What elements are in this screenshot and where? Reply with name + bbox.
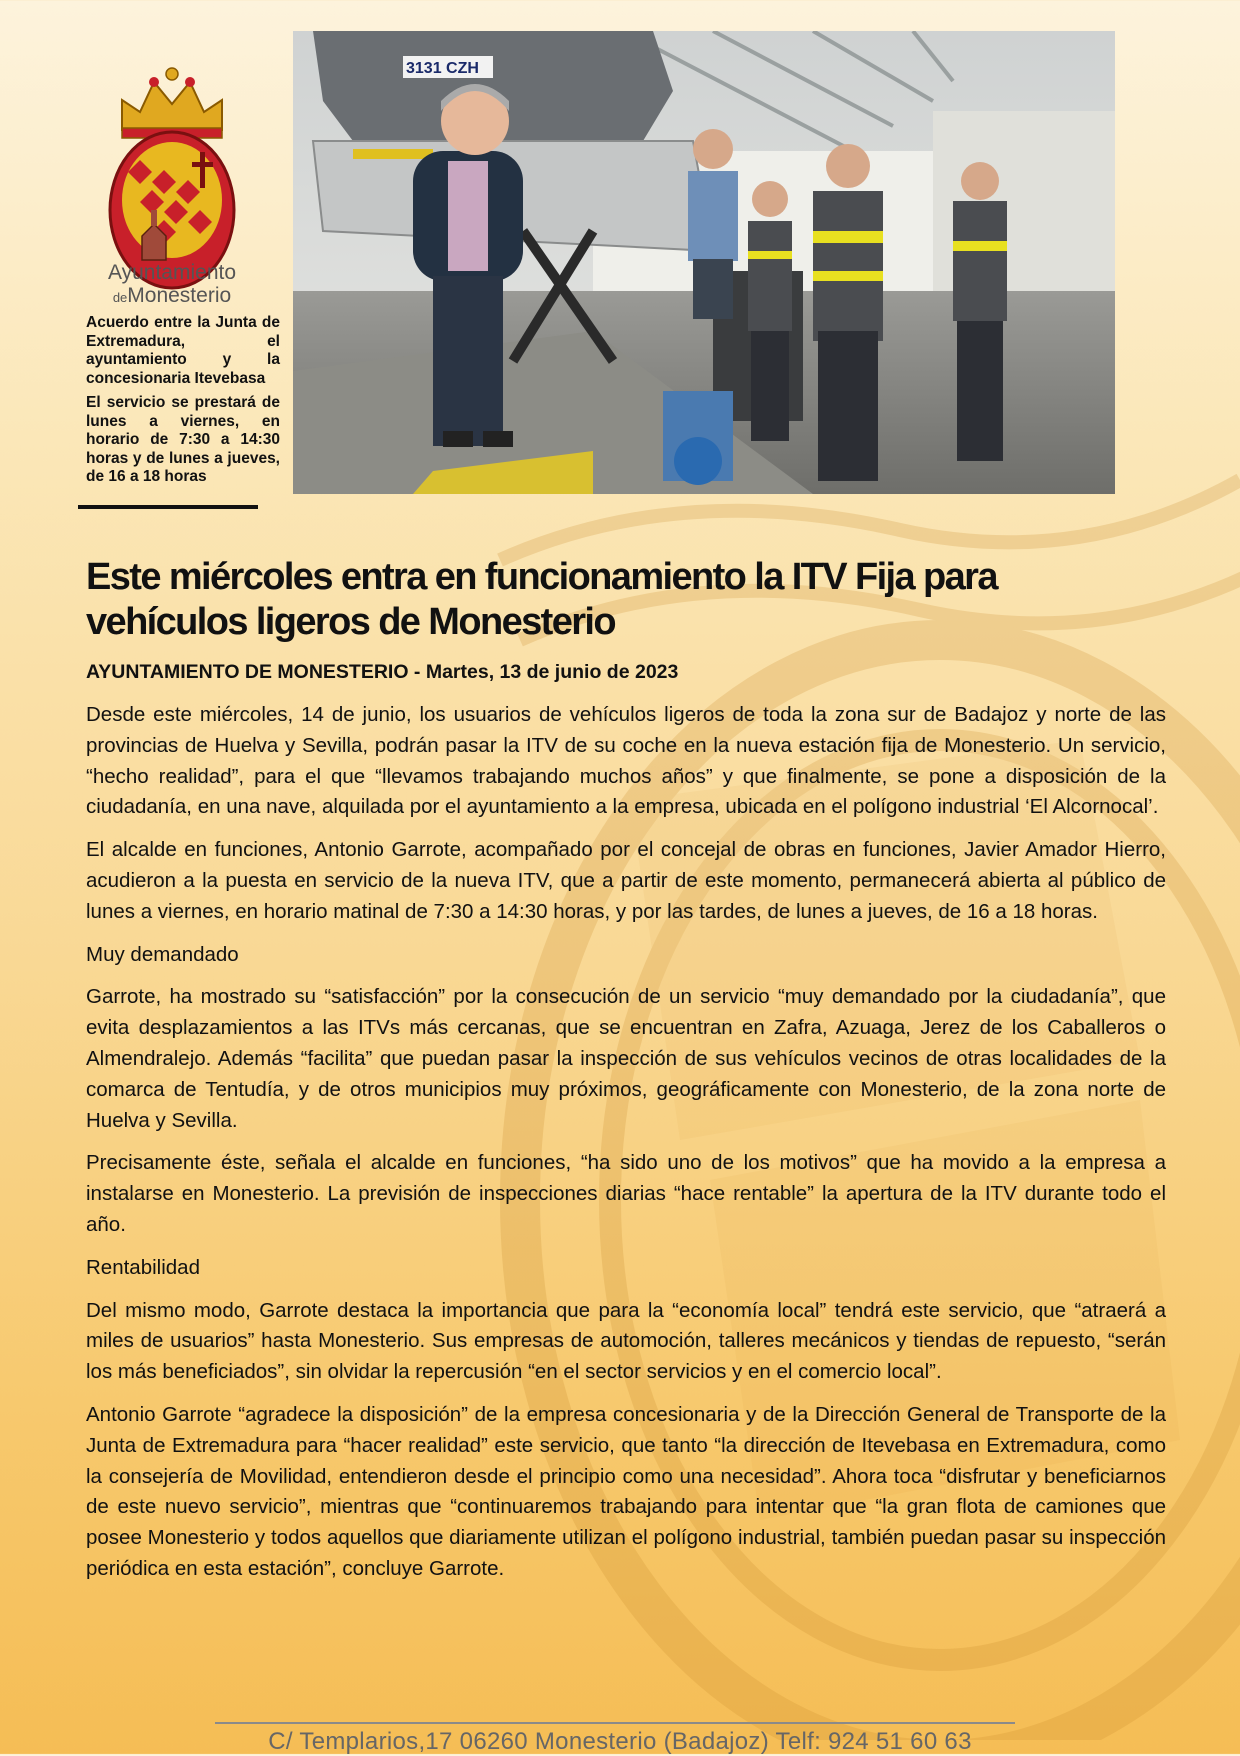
body-paragraph: Garrote, ha mostrado su “satisfacción” por la consecución de un servicio “muy demandado por la ciudadanía”, que evita desplazamientos a las ITVs más cercanas, que se encuentran en Zafra, Azuaga, Jerez de los Caballeros o Almendralejo. Además “facilita” que puedan pasar la inspección de sus vehículos vecinos de otras localidades de la comarca de Tentudía, y de otros municipios muy próximos, geográficamente con Monesterio, de la zona norte de Huelva y Sevilla. xyxy=(86,985,1166,1132)
footer-divider xyxy=(215,1722,1015,1724)
person-worker xyxy=(953,162,1007,461)
article-summary-sidebar xyxy=(86,314,280,493)
person-worker xyxy=(688,129,738,319)
article-headline: Este miércoles entra en funcionamiento la ITV Fija para vehículos ligeros de Monesterio xyxy=(86,556,997,643)
article-photo-itv-station xyxy=(293,31,1115,494)
section-subheading: Rentabilidad xyxy=(86,1255,200,1279)
logo-line1: Ayuntamiento xyxy=(107,261,237,284)
body-paragraph: Desde este miércoles, 14 de junio, los usuarios de vehículos ligeros de toda la zona sur de Badajoz y norte de las provincias de Huelva y Sevilla, podrán pasar la ITV de su coche en la nueva estación fija de Monesterio. Un servicio, “hecho realidad”, para el que “llevamos trabajando muchos años” y que finalmente, se pone a disposición de la ciudadanía, en una nave, alquilada por el ayuntamiento a la empresa, ubicada en el polígono industrial ‘El Alcornocal’. xyxy=(86,703,1166,819)
article-byline: AYUNTAMIENTO DE MONESTERIO - Martes, 13 de junio de 2023 xyxy=(86,661,679,683)
article-body xyxy=(86,700,1166,1597)
summary-paragraph: El servicio se prestará de lunes a viernes, en horario de 7:30 a 14:30 horas y de lunes a jueves, de 16 a 18 horas xyxy=(86,394,280,485)
body-paragraph: Precisamente éste, señala el alcalde en funciones, “ha sido uno de los motivos” que ha movido a la empresa a instalarse en Monesterio. La previsión de inspecciones diarias “hace rentable” la apertura de la ITV durante todo el año. xyxy=(86,1151,1166,1236)
body-paragraph: El alcalde en funciones, Antonio Garrote, acompañado por el concejal de obras en funciones, Javier Amador Hierro, acudieron a la puesta en servicio de la nueva ITV, que a partir de este momento, permanecerá abierta al público de lunes a viernes, en horario matinal de 7:30 a 14:30 horas, y por las tardes, de lunes a jueves, de 16 a 18 horas. xyxy=(86,838,1166,923)
body-paragraph: Antonio Garrote “agradece la disposición” de la empresa concesionaria y de la Dirección General de Transporte de la Junta de Extremadura para “hacer realidad” este servicio, que tanto “la dirección de Itevebasa en Extremadura, como la consejería de Movilidad, entendieron desde el principio como una necesidad”. Ahora toca “disfrutar y beneficiarnos de este nuevo servicio”, mientras que “continuaremos trabajando para intentar que “la gran flota de camiones que posee Monesterio y todos aquellos que diariamente utilizan el polígono industrial, también puedan pasar su inspección periódica en esta estación”, concluye Garrote. xyxy=(86,1402,1166,1580)
summary-paragraph: Acuerdo entre la Junta de Extremadura, el ayuntamiento y la concesionaria Itevebasa xyxy=(86,314,280,387)
body-paragraph: Del mismo modo, Garrote destaca la importancia que para la “economía local” tendrá este servicio, que “atraerá a miles de usuarios” hasta Monesterio. Sus empresas de automoción, talleres mecánicos y tiendas de repuesto, “serán los más beneficiados”, sin olvidar la repercusión “en el sector servicios y en el comercio local”. xyxy=(86,1298,1166,1384)
crown-icon xyxy=(122,68,222,138)
logo-line2: deMonesterio xyxy=(112,284,232,307)
sidebar-divider xyxy=(78,505,258,509)
logo-wordmark xyxy=(82,262,262,306)
section-subheading: Muy demandado xyxy=(86,942,239,966)
footer-address: C/ Templarios,17 06260 Monesterio (Badajoz) Telf: 924 51 60 63 xyxy=(268,1728,972,1755)
person-worker xyxy=(813,144,883,481)
license-plate: 3131 CZH xyxy=(406,60,479,77)
